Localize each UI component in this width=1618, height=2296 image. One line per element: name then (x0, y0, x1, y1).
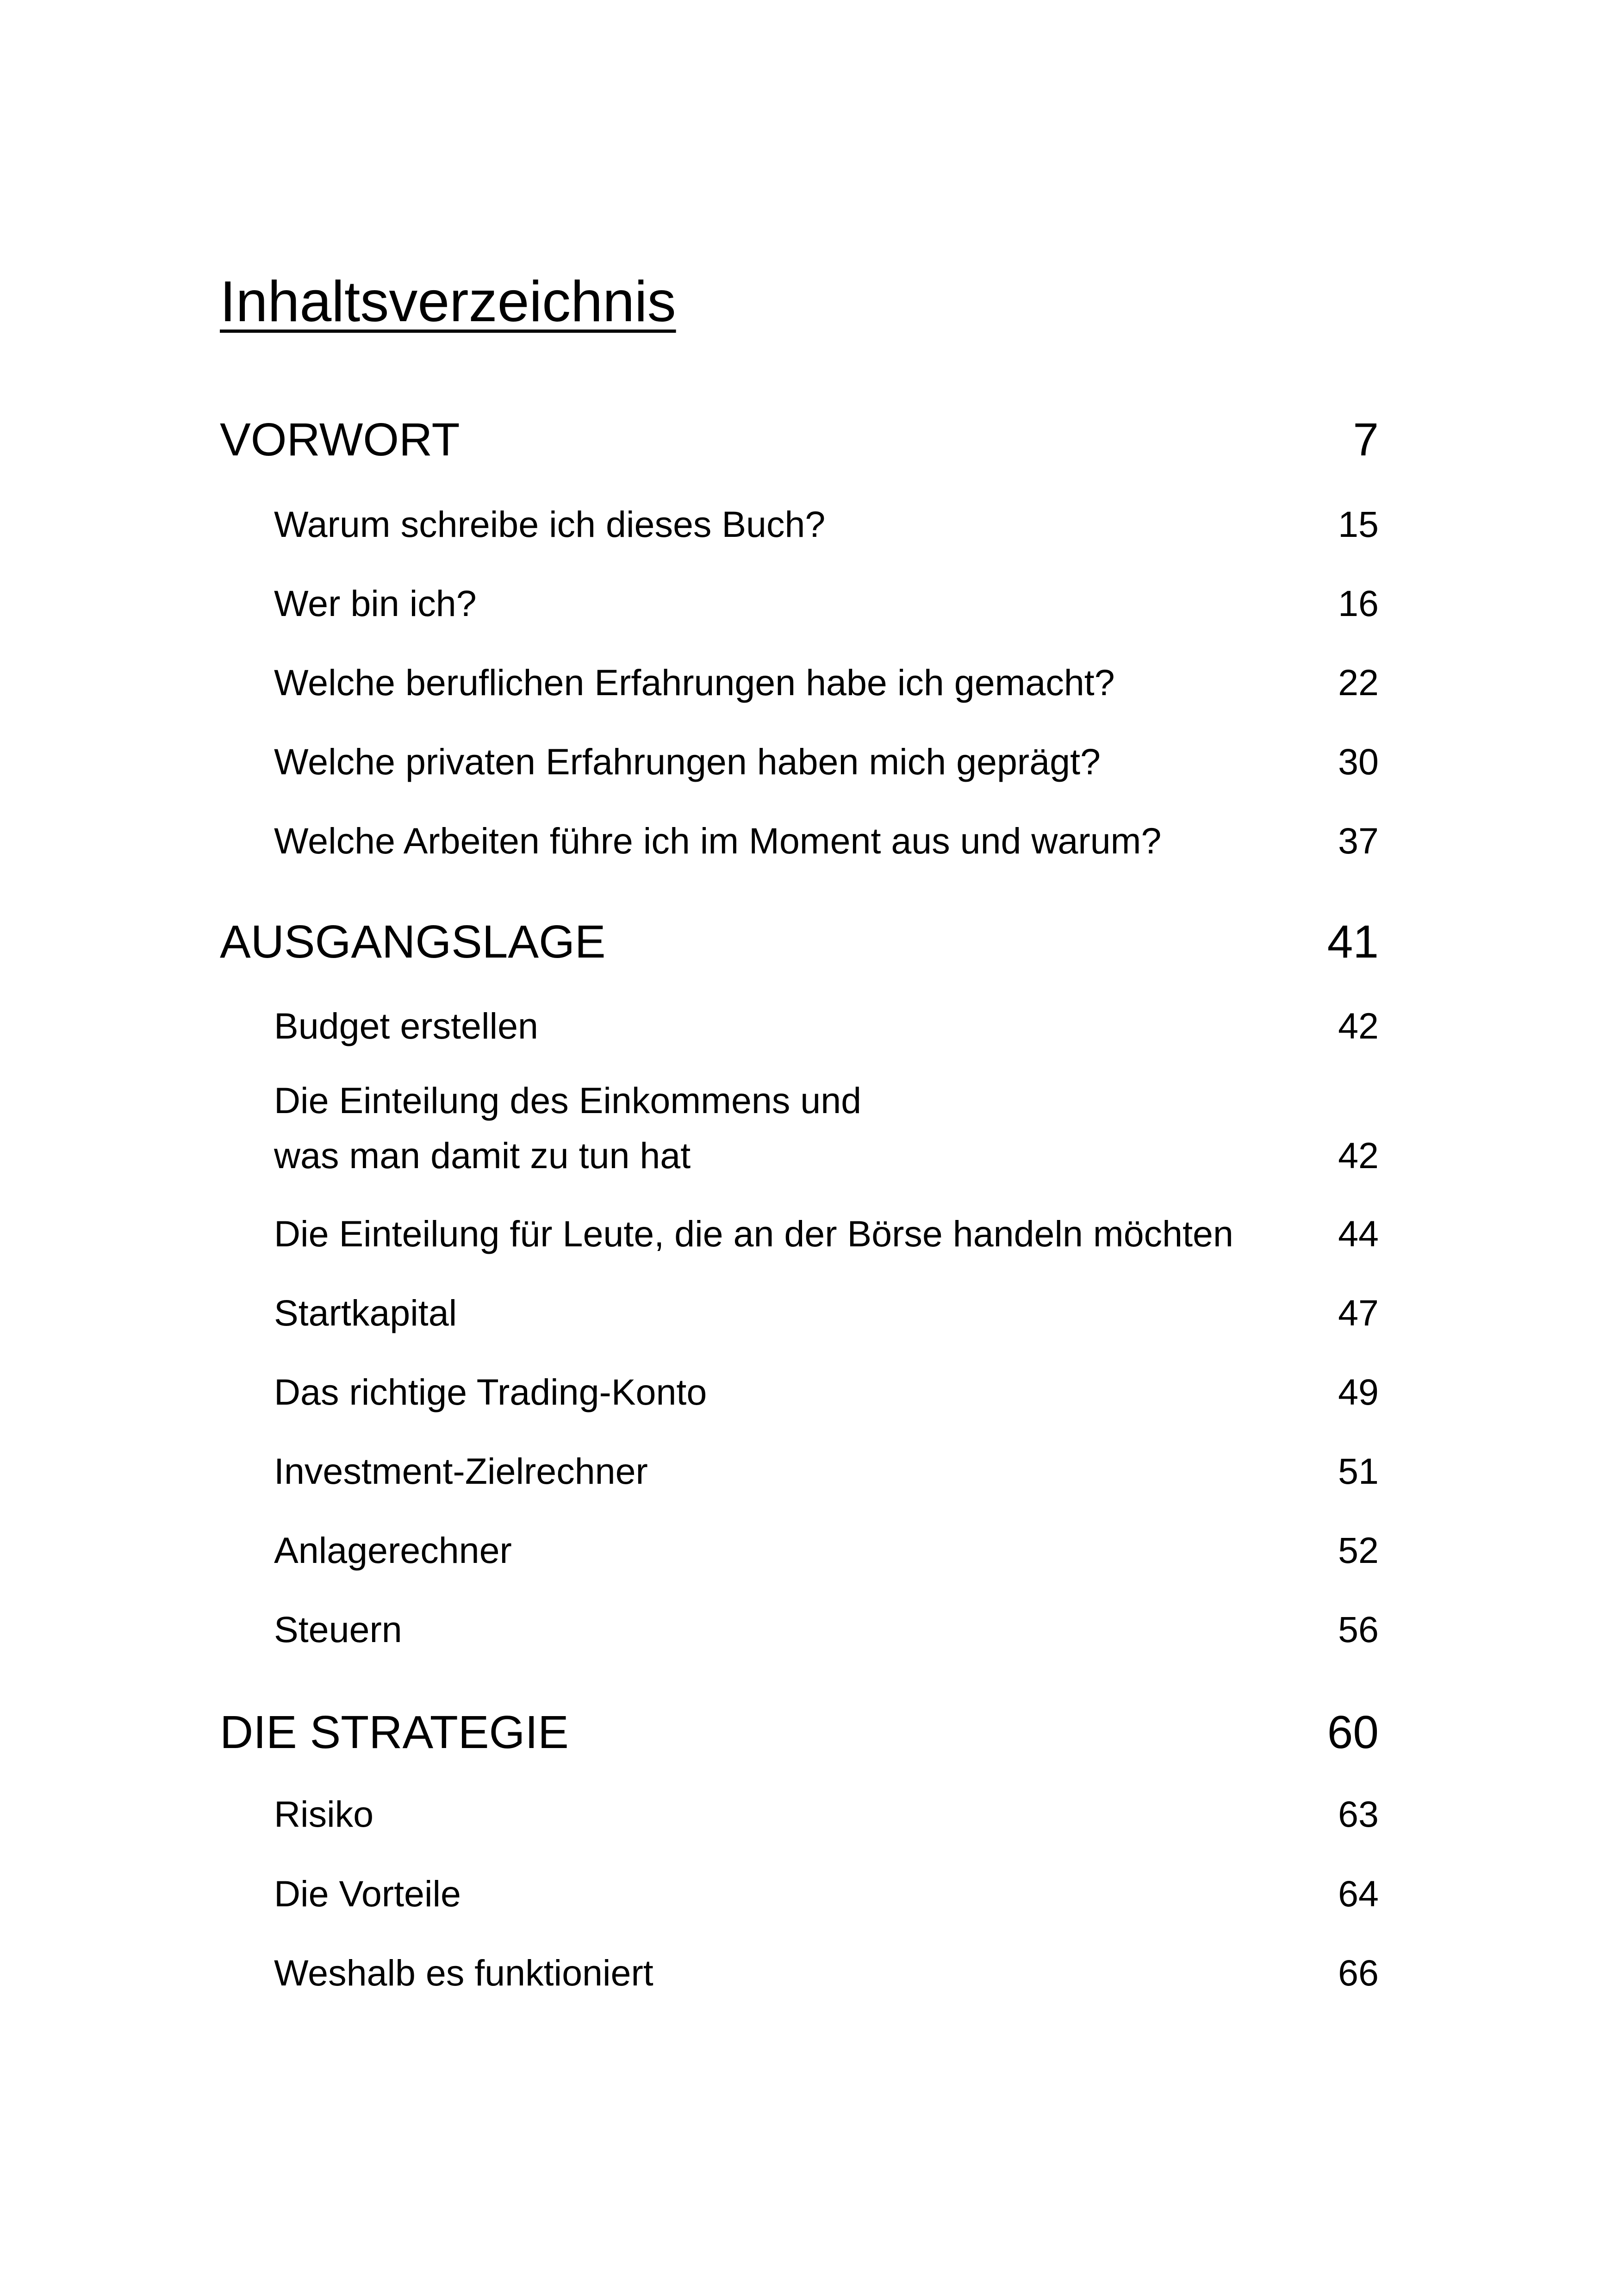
entry-page-number: 22 (1338, 662, 1379, 703)
section-label: DIE STRATEGIE (220, 1706, 569, 1758)
entry-page-number: 63 (1338, 1793, 1379, 1835)
toc-section-die-strategie (220, 1706, 1379, 1758)
entry-label-line-1: Die Einteilung des Einkommens und (274, 1080, 862, 1121)
entry-page-number: 51 (1338, 1450, 1379, 1492)
entry-label: Die Einteilung für Leute, die an der Börse handeln möchten (274, 1213, 1233, 1254)
toc-section-ausgangslage (220, 916, 1379, 968)
section-label: VORWORT (220, 414, 460, 466)
entry-label: Welche Arbeiten führe ich im Moment aus und warum? (274, 820, 1162, 861)
entry-label: Steuern (274, 1609, 402, 1650)
entry-page-number: 66 (1338, 1952, 1379, 1993)
section-page-number: 60 (1327, 1706, 1379, 1758)
toc-entry (274, 504, 1379, 545)
entry-label: Investment-Zielrechner (274, 1450, 648, 1492)
entry-label: Die Vorteile (274, 1873, 461, 1914)
entry-label: Risiko (274, 1793, 374, 1835)
entry-label: Budget erstellen (274, 1005, 538, 1046)
toc-entry (274, 585, 1379, 622)
entry-label: Startkapital (274, 1292, 457, 1333)
entry-page-number: 30 (1338, 741, 1379, 782)
entry-label (274, 1073, 861, 1183)
section-label: AUSGANGSLAGE (220, 916, 606, 968)
toc-entry (274, 1215, 1379, 1252)
entry-label: Welche beruflichen Erfahrungen habe ich gemacht? (274, 662, 1115, 703)
toc-entry (274, 1875, 1379, 1912)
toc-entry (274, 1793, 1379, 1835)
entry-page-number: 16 (1338, 583, 1379, 624)
toc-entry (274, 1954, 1379, 1991)
entry-page-number: 64 (1338, 1873, 1379, 1914)
entry-label: Warum schreibe ich dieses Buch? (274, 504, 826, 545)
entry-label: Weshalb es funktioniert (274, 1952, 653, 1993)
entry-page-number: 47 (1338, 1292, 1379, 1333)
section-page-number: 7 (1353, 414, 1379, 466)
entry-page-number: 37 (1338, 820, 1379, 861)
toc-entry (274, 1371, 1379, 1412)
toc-entry (274, 664, 1379, 701)
entry-page-number: 42 (1338, 1135, 1379, 1176)
entry-page-number: 44 (1338, 1213, 1379, 1254)
entry-label: Anlagerechner (274, 1530, 512, 1571)
toc-entry (274, 1450, 1379, 1492)
toc-entry (274, 1005, 1379, 1046)
section-page-number: 41 (1327, 916, 1379, 968)
entry-label: Wer bin ich? (274, 583, 477, 624)
entry-label: Welche privaten Erfahrungen haben mich geprägt? (274, 741, 1101, 782)
toc-entry (274, 1530, 1379, 1571)
entry-page-number: 56 (1338, 1609, 1379, 1650)
page-title: Inhaltsverzeichnis (220, 270, 676, 334)
toc-entry (274, 743, 1379, 780)
toc-entry (274, 822, 1379, 859)
entry-page-number: 15 (1338, 504, 1379, 545)
entry-page-number: 42 (1338, 1005, 1379, 1046)
toc-entry (274, 1073, 1379, 1183)
toc-entry (274, 1294, 1379, 1331)
entry-page-number: 52 (1338, 1530, 1379, 1571)
toc-section-vorwort (220, 414, 1379, 466)
entry-page-number: 49 (1338, 1371, 1379, 1412)
entry-label: Das richtige Trading-Konto (274, 1371, 707, 1412)
entry-label-line-2: was man damit zu tun hat (274, 1135, 691, 1176)
toc-entry (274, 1611, 1379, 1648)
